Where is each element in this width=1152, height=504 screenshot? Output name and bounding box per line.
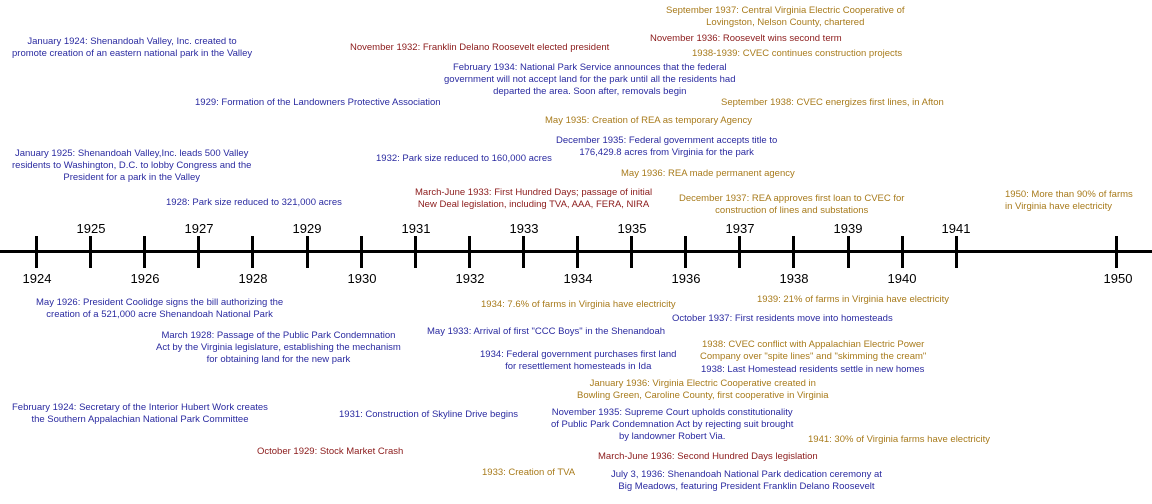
year-label-1927: 1927 [184, 221, 214, 236]
event-1938-cvec-first-lines: September 1938: CVEC energizes first lines, in Afton [721, 97, 944, 108]
tick-mark [847, 236, 850, 268]
event-1934-nps-removals: February 1934: National Park Service announces that the federal government will not accept land for the park until all the residents had departed the area. Soon after, removals begin [444, 62, 736, 97]
event-1936-dedication-ceremony: July 3, 1936: Shenandoah National Park dedication ceremony at Big Meadows, featuring President Franklin Delano Roosevelt [611, 469, 882, 492]
year-label-1939: 1939 [833, 221, 863, 236]
tick-mark [468, 236, 471, 268]
year-label-1935: 1935 [617, 221, 647, 236]
event-1931-skyline-drive: 1931: Construction of Skyline Drive begins [339, 409, 519, 420]
year-label-1941: 1941 [941, 221, 971, 236]
event-1932-fdr-elected: November 1932: Franklin Delano Roosevelt elected president [350, 42, 610, 53]
year-label-1929: 1929 [292, 221, 322, 236]
year-label-1931: 1931 [401, 221, 431, 236]
event-1924-appalachian-committee: February 1924: Secretary of the Interior Hubert Work creates the Southern Appalachian National Park Committee [12, 402, 268, 425]
year-label-1924: 1924 [22, 271, 52, 286]
event-1928-park-size-321000: 1928: Park size reduced to 321,000 acres [166, 197, 342, 208]
year-label-1950: 1950 [1103, 271, 1133, 286]
event-1934-resettlement-land: 1934: Federal government purchases first land for resettlement homesteads in Ida [480, 349, 677, 372]
event-1936-fdr-second-term: November 1936: Roosevelt wins second term [650, 33, 842, 44]
tick-mark [901, 236, 904, 268]
tick-mark [684, 236, 687, 268]
tick-mark [251, 236, 254, 268]
tick-mark [1115, 236, 1118, 268]
event-1933-first-hundred-days: March-June 1933: First Hundred Days; passage of initial New Deal legislation, including TVA, AAA, FERA, NIRA [415, 187, 653, 210]
tick-mark [738, 236, 741, 268]
event-1932-park-size-160000: 1932: Park size reduced to 160,000 acres [376, 153, 552, 164]
tick-mark [792, 236, 795, 268]
year-label-1925: 1925 [76, 221, 106, 236]
tick-mark [360, 236, 363, 268]
event-1938-last-homestead: 1938: Last Homestead residents settle in new homes [701, 364, 925, 375]
event-1941-farms-electricity: 1941: 30% of Virginia farms have electricity [808, 434, 990, 445]
event-1928-condemnation-act: March 1928: Passage of the Public Park Condemnation Act by the Virginia legislature, establishing the mechanism for obtaining land for the new park [156, 330, 401, 365]
event-1924-shenandoah-valley-inc: January 1924: Shenandoah Valley, Inc. created to promote creation of an eastern national park in the Valley [12, 36, 253, 59]
event-1938-cvec-construction: 1938-1939: CVEC continues construction projects [692, 48, 903, 59]
event-1933-ccc-boys: May 1933: Arrival of first "CCC Boys" in the Shenandoah [427, 326, 666, 337]
event-1935-title-accepted: December 1935: Federal government accepts title to 176,429.8 acres from Virginia for the park [556, 135, 778, 158]
event-1929-stock-market-crash: October 1929: Stock Market Crash [257, 446, 404, 457]
event-1929-landowners-association: 1929: Formation of the Landowners Protective Association [195, 97, 441, 108]
event-1937-cvec-chartered: September 1937: Central Virginia Electric Cooperative of Lovingston, Nelson County, chartered [666, 5, 905, 28]
year-label-1938: 1938 [779, 271, 809, 286]
event-1933-tva: 1933: Creation of TVA [482, 467, 576, 478]
event-1937-rea-loan: December 1937: REA approves first loan to CVEC for construction of lines and substations [679, 193, 905, 216]
year-label-1940: 1940 [887, 271, 917, 286]
event-1937-residents-homesteads: October 1937: First residents move into homesteads [672, 313, 893, 324]
event-1925-lobby-congress: January 1925: Shenandoah Valley,Inc. leads 500 Valley residents to Washington, D.C. to lobby Congress and the President for a park in the Valley [12, 148, 252, 183]
tick-mark [630, 236, 633, 268]
year-label-1926: 1926 [130, 271, 160, 286]
event-1935-rea-created: May 1935: Creation of REA as temporary Agency [545, 115, 752, 126]
event-1950-farms-electricity: 1950: More than 90% of farms in Virginia have electricity [1005, 189, 1133, 212]
year-label-1937: 1937 [725, 221, 755, 236]
tick-mark [522, 236, 525, 268]
tick-mark [414, 236, 417, 268]
event-1935-supreme-court: November 1935: Supreme Court upholds constitutionality of Public Park Condemnation Act by rejecting suit brought by landowner Robert Via. [551, 407, 794, 442]
year-label-1933: 1933 [509, 221, 539, 236]
event-1936-second-hundred-days: March-June 1936: Second Hundred Days legislation [598, 451, 818, 462]
event-1939-farms-electricity: 1939: 21% of farms in Virginia have electricity [757, 294, 950, 305]
event-1938-cvec-conflict: 1938: CVEC conflict with Appalachian Electric Power Company over "spite lines" and "skimming the cream" [700, 339, 927, 362]
tick-mark [955, 236, 958, 268]
event-1934-farms-electricity: 1934: 7.6% of farms in Virginia have electricity [481, 299, 676, 310]
tick-mark [143, 236, 146, 268]
event-1936-rea-permanent: May 1936: REA made permanent agency [621, 168, 795, 179]
tick-mark [89, 236, 92, 268]
event-1936-virginia-electric-coop: January 1936: Virginia Electric Cooperative created in Bowling Green, Caroline County, first cooperative in Virginia [577, 378, 829, 401]
year-label-1928: 1928 [238, 271, 268, 286]
year-label-1930: 1930 [347, 271, 377, 286]
tick-mark [306, 236, 309, 268]
year-label-1932: 1932 [455, 271, 485, 286]
year-label-1936: 1936 [671, 271, 701, 286]
event-1926-coolidge-signs-bill: May 1926: President Coolidge signs the bill authorizing the creation of a 521,000 acre Shenandoah National Park [36, 297, 284, 320]
tick-mark [197, 236, 200, 268]
tick-mark [576, 236, 579, 268]
tick-mark [35, 236, 38, 268]
year-label-1934: 1934 [563, 271, 593, 286]
